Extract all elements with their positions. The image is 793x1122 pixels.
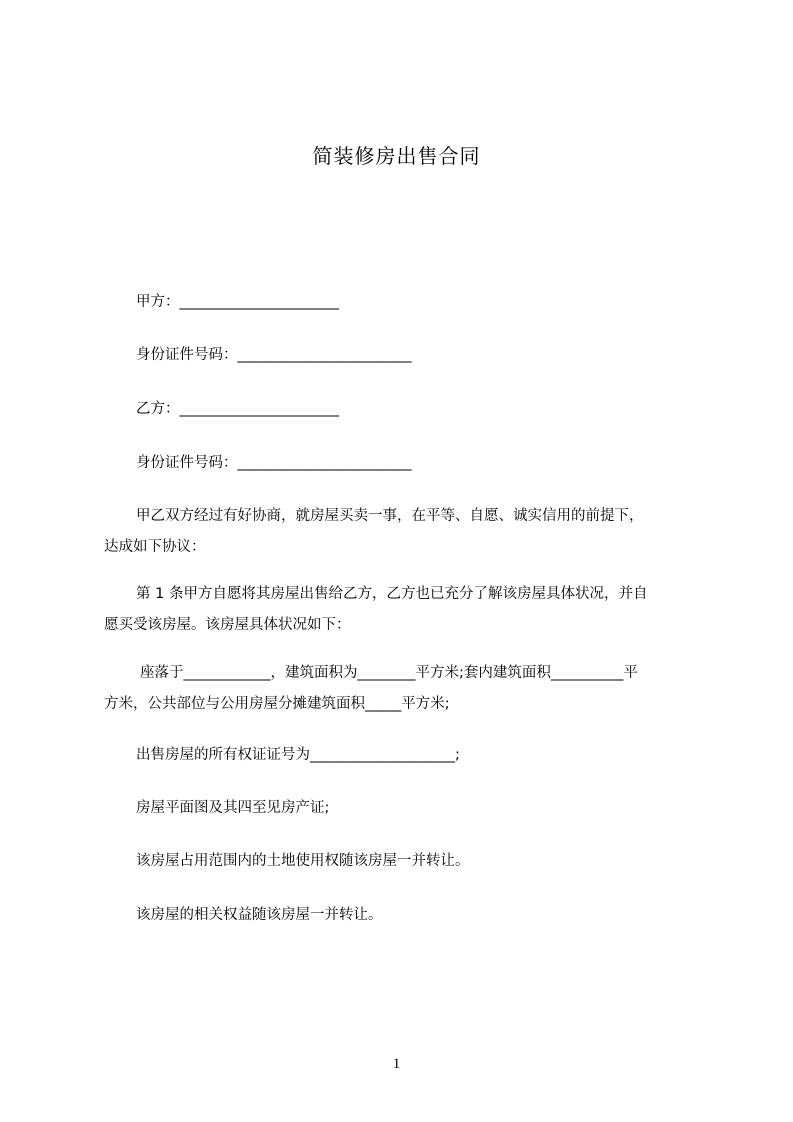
floor-plan-line: 房屋平面图及其四至见房产证;	[136, 800, 330, 816]
page-number: 1	[392, 1056, 401, 1072]
article-1-line-1: 第 1 条甲方自愿将其房屋出售给乙方，乙方也已充分了解该房屋具体状况，并自	[136, 586, 648, 602]
party-b-id-line: 身份证件号码：________________________	[136, 455, 412, 471]
party-b-line: 乙方：______________________	[136, 401, 339, 417]
intro-line-2: 达成如下协议：	[104, 539, 206, 555]
related-rights-line: 该房屋的相关权益随该房屋一并转让。	[136, 907, 383, 923]
intro-line-1: 甲乙双方经过有好协商，就房屋买卖一事，在平等、自愿、诚实信用的前提下，	[136, 508, 644, 524]
article-1-paragraph	[104, 584, 704, 635]
intro-paragraph	[104, 506, 704, 557]
location-paragraph	[104, 663, 704, 714]
land-use-line: 该房屋占用范围内的土地使用权随该房屋一并转让。	[136, 853, 470, 869]
location-line-2: 方米，公共部位与公用房屋分摊建筑面积_____平方米;	[104, 696, 450, 712]
location-line-1: 座落于____________，建筑面积为________平方米;套内建筑面积__________平	[140, 665, 638, 681]
document-title: 简装修房出售合同	[312, 144, 481, 168]
ownership-cert-line: 出售房屋的所有权证证号为____________________;	[136, 747, 460, 763]
party-a-id-line: 身份证件号码：________________________	[136, 347, 412, 363]
article-1-line-2: 愿买受该房屋。该房屋具体状况如下：	[104, 617, 351, 633]
party-a-line: 甲方：______________________	[136, 294, 339, 310]
